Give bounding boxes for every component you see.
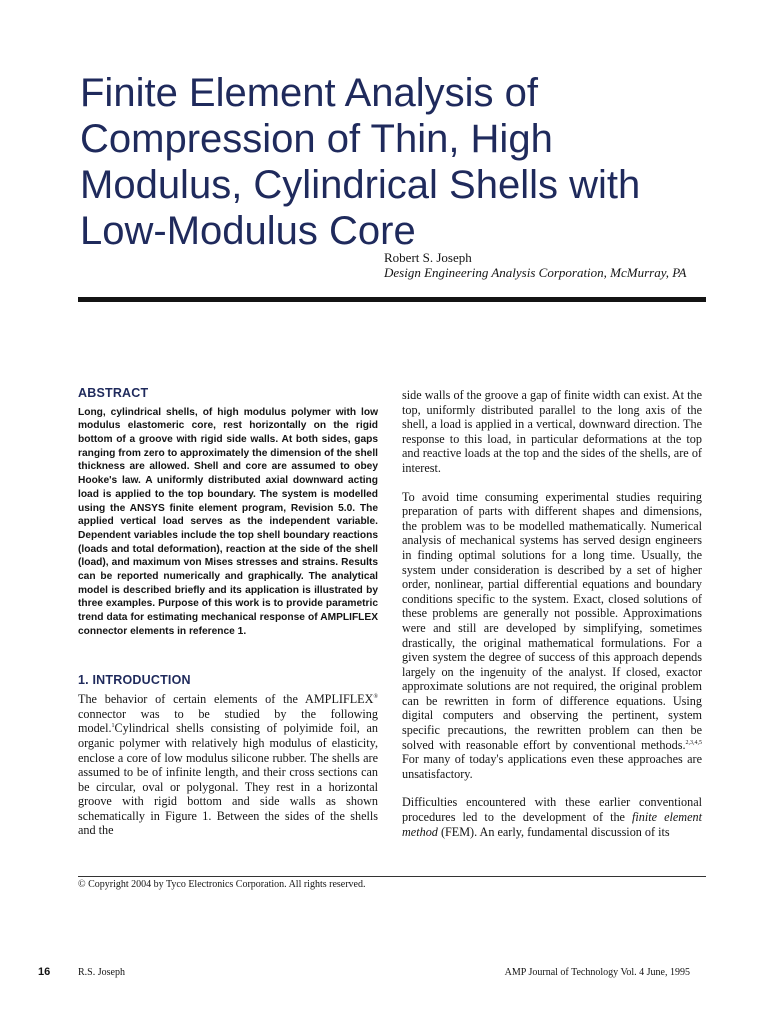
running-footer-author: R.S. Joseph <box>78 967 125 978</box>
abstract-heading: ABSTRACT <box>78 386 149 400</box>
title-line: Modulus, Cylindrical Shells with <box>80 163 641 207</box>
fem-term: finite element method <box>402 810 702 839</box>
title-line: Compression of Thin, High <box>80 117 553 161</box>
author-affiliation: Design Engineering Analysis Corporation, McMurray, PA <box>384 265 687 280</box>
paper-title <box>80 70 700 254</box>
citation-superscript: 2,3,4,5 <box>685 739 702 746</box>
citation-superscript: 1 <box>111 723 115 730</box>
running-footer-journal: AMP Journal of Technology Vol. 4 June, 1995 <box>504 967 690 978</box>
introduction-paragraph <box>78 692 378 838</box>
paragraph-2-text-b: For many of today's applications even these approaches are unsatisfactory. <box>402 752 702 781</box>
right-column <box>402 388 702 839</box>
registered-mark: ® <box>373 694 378 701</box>
title-divider <box>78 297 706 302</box>
body-paragraph-3 <box>402 795 702 839</box>
footnote-divider <box>78 876 706 877</box>
intro-text-a: The behavior of certain elements of the AMPLIFLEX <box>78 692 374 707</box>
abstract-text: Long, cylindrical shells, of high modulus polymer with low modulus elastomeric core, rest horizontally on the rigid bottom of a groove with rigid side walls. At both sides, gaps ranging from zero to approximately the dimension of the shell thickness are allowed. Shell and core are assumed to obey Hooke's law. A uniformly distributed axial downward acting load is applied to the top boundary. The system is modelled using the ANSYS finite element program, Revision 5.0. The applied vertical load serves as the independent variable. Dependent variables include the top shell boundary reactions (loads and total deformation), reaction at the side of the shell (load), and maximum von Mises stresses and strains. Results can be reported numerically and graphically. The analytical model is described briefly and its application is illustrated by three examples. Purpose of this work is to provide parametric trend data for estimating mechanical response of AMPLIFLEX connector elements in reference 1. <box>78 406 378 637</box>
author-name: Robert S. Joseph <box>384 250 472 265</box>
introduction-heading: 1. INTRODUCTION <box>78 672 191 687</box>
title-line: Low-Modulus Core <box>80 209 416 253</box>
title-line: Finite Element Analysis of <box>80 71 538 115</box>
paragraph-3-text-a: Difficulties encountered with these earlier conventional procedures led to the development of the <box>402 795 702 825</box>
intro-text-c: Cylindrical shells consisting of polyimide foil, an organic polymer with relatively high modulus of elasticity, enclose a core of low modulus silicone rubber. The shells are assumed to be of infinite length, and their cross sections can be circular, oval or polygonal. They rest in a horizontal groove with rigid bottom and side walls as shown schematically in Figure 1. Between the sides of the shells and the <box>78 721 378 838</box>
left-column <box>78 386 378 838</box>
page-number: 16 <box>38 966 51 978</box>
paragraph-2-text-a: To avoid time consuming experimental studies requiring preparation of parts with different shapes and dimensions, the problem was to be modelled mathematically. Numerical analysis of mechanical systems has served design engineers in finding optimal solutions for a long time. Usually, the system under consideration is described by a set of higher order, nonlinear, partial differential equations and boundary conditions specific to the system. Exact, closed solutions of these problems are generally not possible. Approximations were and still are developed by simplifying, sometimes drastically, the original mathematical formulations. For a given system the degree of success of this approach depends largely on the ingenuity of the analyst. If closed, exactor approximate solutions are not required, the original problem can be rewritten in form of difference equations. Using digital computers and observing the pertinent, system specific precautions, the rewritten problem can then be solved with reasonable effort by conventional methods. <box>402 489 702 752</box>
copyright-notice: © Copyright 2004 by Tyco Electronics Corporation. All rights reserved. <box>78 879 366 890</box>
intro-text-b: connector was to be studied by the following model. <box>78 706 378 736</box>
paragraph-3-text-b: (FEM). An early, fundamental discussion of its <box>437 824 670 839</box>
body-paragraph-2 <box>402 490 702 782</box>
body-paragraph-1: side walls of the groove a gap of finite width can exist. At the top, uniformly distributed parallel to the long axis of the shell, a load is applied in a vertical, downward direction. The response to this load, in particular deformations at the top and reactive loads at the top and the sides of the shells, are of interest. <box>402 388 702 475</box>
